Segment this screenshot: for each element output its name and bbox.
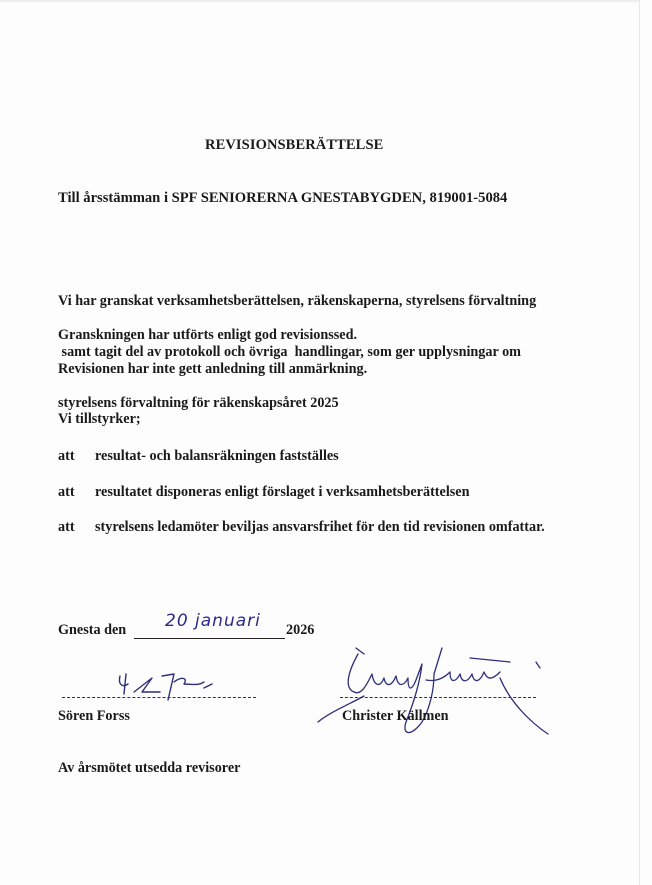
signature-soren-forss xyxy=(112,670,222,705)
signatory-name-2: Christer Källmen xyxy=(342,708,449,724)
remarks-statement: Revisionen har inte gett anledning till anmärkning. xyxy=(58,361,368,377)
intro-line-1: Vi har granskat verksamhetsberättelsen, räkenskaperna, styrelsens förvaltning xyxy=(58,293,537,309)
scan-right-edge xyxy=(639,0,640,885)
signature-christer-kallmen xyxy=(310,642,560,747)
date-year: 2026 xyxy=(286,622,315,638)
recommendation-prefix: att xyxy=(58,519,75,535)
recommendation-item xyxy=(58,484,469,501)
handwritten-date: 20 januari xyxy=(165,611,261,631)
intro-paragraph xyxy=(58,259,536,429)
scan-top-edge xyxy=(0,0,640,2)
place-label: Gnesta den xyxy=(58,622,127,638)
recommendation-item xyxy=(58,448,339,465)
recommendation-text: styrelsens ledamöter beviljas ansvarsfrihet för den tid revisionen omfattar. xyxy=(95,519,545,535)
signature-line-right xyxy=(340,697,536,698)
recommend-heading: Vi tillstyrker; xyxy=(58,411,141,427)
audit-statement: Granskningen har utförts enligt god revisionssed. xyxy=(58,327,358,343)
signatory-name-1: Sören Forss xyxy=(58,708,130,724)
intro-line-3: styrelsens förvaltning för räkenskapsåret 2025 xyxy=(58,395,339,411)
recommendation-item xyxy=(58,519,545,536)
recommendation-prefix: att xyxy=(58,448,75,464)
recommendation-text: resultat- och balansräkningen fastställes xyxy=(95,448,339,464)
recommendation-text: resultatet disponeras enligt förslaget i verksamhetsberättelsen xyxy=(95,484,470,500)
document-title: REVISIONSBERÄTTELSE xyxy=(205,137,384,153)
date-underline xyxy=(134,638,285,639)
signature-line-left xyxy=(62,697,256,698)
recommendation-prefix: att xyxy=(58,484,75,500)
auditors-caption: Av årsmötet utsedda revisorer xyxy=(58,760,241,776)
addressee-line: Till årsstämman i SPF SENIORERNA GNESTABYGDEN, 819001-5084 xyxy=(58,190,508,206)
intro-line-2: samt tagit del av protokoll och övriga handlingar, som ger upplysningar om xyxy=(58,344,521,360)
